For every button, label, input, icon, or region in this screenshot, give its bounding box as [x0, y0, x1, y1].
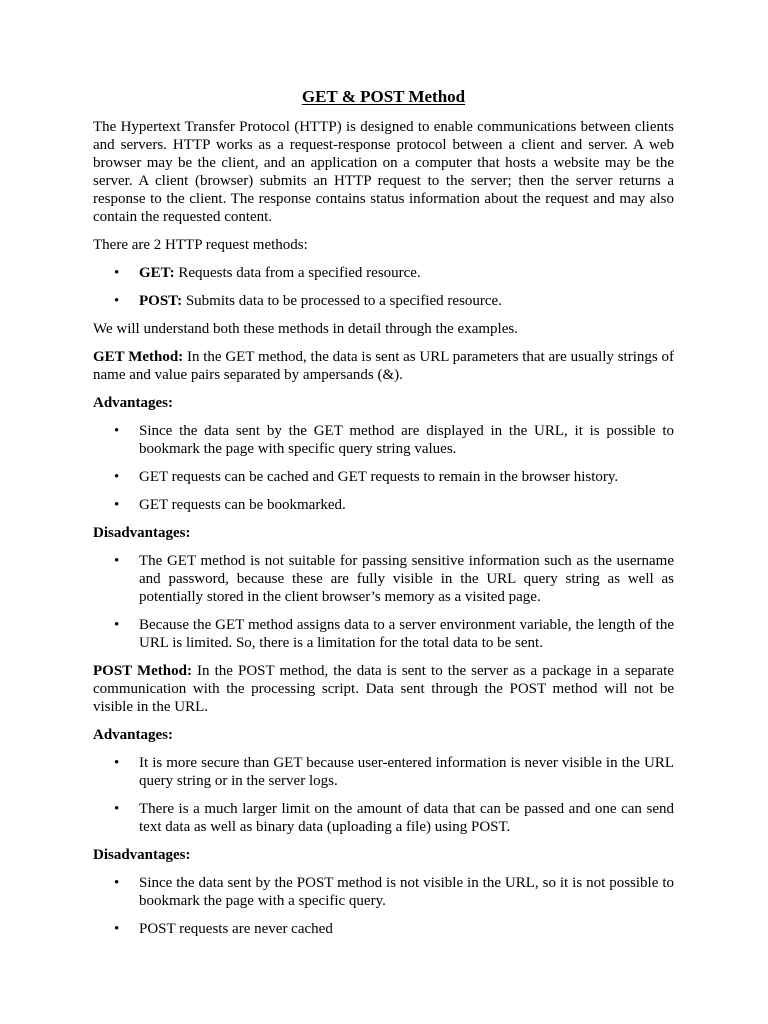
bullet-icon: •: [114, 469, 120, 485]
method-term: GET:: [139, 265, 175, 281]
list-item: [93, 496, 674, 514]
post-disadvantages-list: [93, 874, 674, 938]
heading-text: Disadvantages:: [93, 847, 191, 863]
post-method-label: POST Method:: [93, 663, 192, 679]
method-term: POST:: [139, 293, 183, 309]
get-method-text: In the GET method, the data is sent as URL parameters that are usually strings of name and value pairs separated by ampersands (&).: [93, 349, 674, 383]
list-item: [93, 292, 674, 310]
list-item-text: GET requests can be cached and GET requests to remain in the browser history.: [139, 469, 619, 485]
bullet-icon: •: [114, 497, 120, 513]
list-item-text: POST requests are never cached: [139, 921, 333, 937]
bullet-icon: •: [114, 617, 120, 633]
list-item-text: It is more secure than GET because user-entered information is never visible in the URL query string or in the server logs.: [139, 755, 674, 789]
list-item: [93, 616, 674, 652]
method-desc: Requests data from a specified resource.: [174, 265, 421, 281]
list-item: [93, 422, 674, 458]
bullet-icon: •: [114, 755, 120, 771]
bullet-icon: •: [114, 875, 120, 891]
bullet-icon: •: [114, 293, 120, 309]
bullet-icon: •: [114, 553, 120, 569]
document-title: GET & POST Method: [301, 87, 466, 106]
examples-line: We will understand both these methods in detail through the examples.: [93, 321, 518, 337]
get-method-paragraph: [93, 348, 674, 384]
get-disadvantages-list: [93, 552, 674, 652]
heading-text: Advantages:: [93, 395, 174, 411]
list-item: [93, 754, 674, 790]
methods-intro: There are 2 HTTP request methods:: [93, 237, 308, 253]
intro-paragraph: The Hypertext Transfer Protocol (HTTP) is designed to enable communications between clients and servers. HTTP works as a request-response protocol between a client and server. A web browser may be the client, and an application on a computer that hosts a website may be the server. A client (browser) submits an HTTP request to the server; then the server returns a response to the client. The response contains status information about the request and may also contain the requested content.: [93, 119, 674, 225]
list-item-text: Since the data sent by the GET method are displayed in the URL, it is possible to bookmark the page with specific query string values.: [139, 423, 674, 457]
post-disadvantages-heading: [93, 846, 674, 864]
list-item-text: Since the data sent by the POST method is not visible in the URL, so it is not possible to bookmark the page with a specific query.: [139, 875, 674, 909]
heading-text: Disadvantages:: [93, 525, 191, 541]
list-item: [93, 552, 674, 606]
post-method-paragraph: [93, 662, 674, 716]
method-desc: Submits data to be processed to a specified resource.: [182, 293, 502, 309]
post-advantages-heading: [93, 726, 674, 744]
list-item-text: Because the GET method assigns data to a server environment variable, the length of the URL is limited. So, there is a limitation for the total data to be sent.: [139, 617, 674, 651]
methods-list: [93, 264, 674, 310]
document-body: [93, 87, 674, 948]
list-item: [93, 874, 674, 910]
bullet-icon: •: [114, 921, 120, 937]
get-method-label: GET Method:: [93, 349, 184, 365]
list-item: [93, 264, 674, 282]
list-item-text: There is a much larger limit on the amount of data that can be passed and one can send text data as well as binary data (uploading a file) using POST.: [139, 801, 674, 835]
get-disadvantages-heading: [93, 524, 674, 542]
list-item: [93, 920, 674, 938]
get-advantages-heading: [93, 394, 674, 412]
post-method-text: In the POST method, the data is sent to the server as a package in a separate communication with the processing script. Data sent through the POST method will not be visible in the URL.: [93, 663, 674, 715]
list-item: [93, 800, 674, 836]
list-item-text: The GET method is not suitable for passing sensitive information such as the username and password, because these are fully visible in the URL query string as well as potentially stored in the client browser’s memory as a visited page.: [139, 553, 674, 605]
get-advantages-list: [93, 422, 674, 514]
bullet-icon: •: [114, 265, 120, 281]
list-item: [93, 468, 674, 486]
list-item-text: GET requests can be bookmarked.: [139, 497, 346, 513]
heading-text: Advantages:: [93, 727, 174, 743]
bullet-icon: •: [114, 801, 120, 817]
bullet-icon: •: [114, 423, 120, 439]
post-advantages-list: [93, 754, 674, 836]
